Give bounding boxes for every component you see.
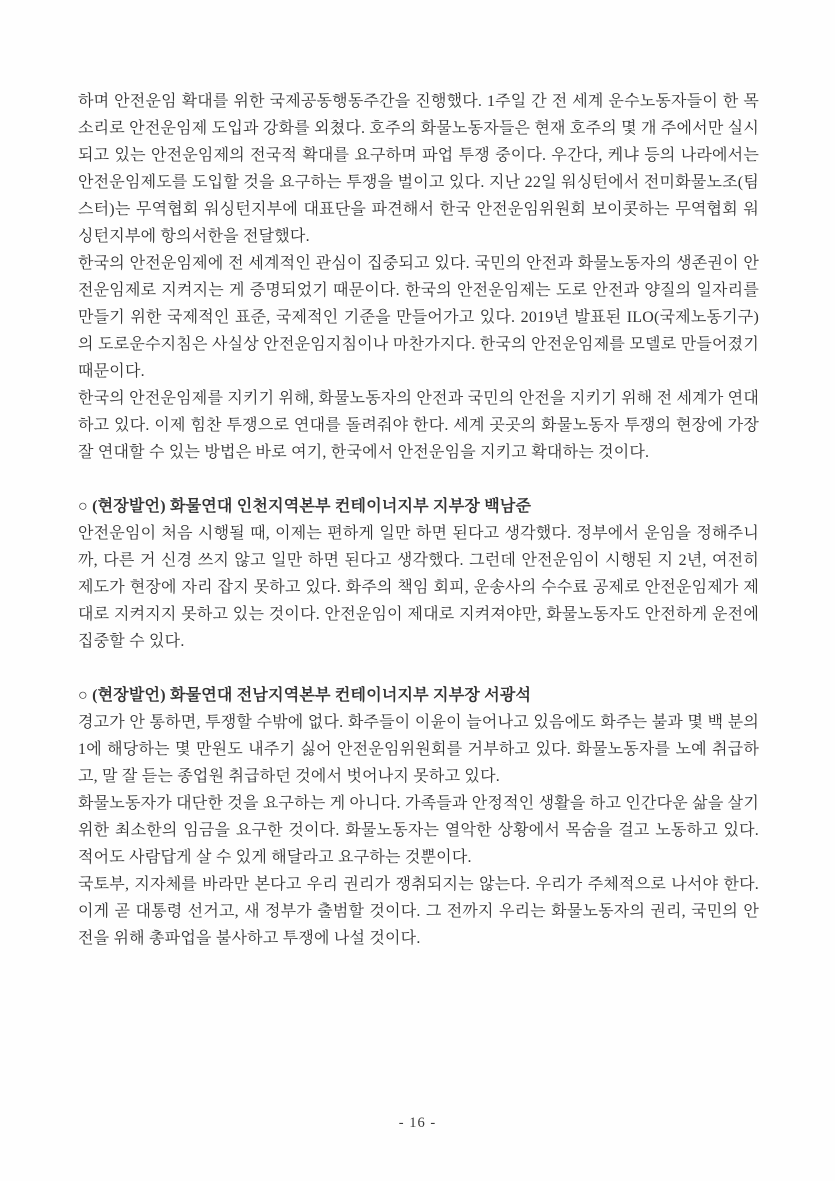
heading-speaker-baek-namjun: ○ (현장발언) 화물연대 인천지역본부 컨테이너지부 지부장 백남준: [78, 498, 532, 515]
paragraph-speech-seo-1: 경고가 안 통하면, 투쟁할 수밖에 없다. 화주들이 이윤이 늘어나고 있음에도 화주는 불과 몇 백 분의 1에 해당하는 몇 만원도 내주기 싫어 안전운임위원회를 거부하고 있다. 화물노동자를 노예 취급하고, 말 잘 듣는 종업원 취급하던 것에서 벗어나지 못하고 있다.: [78, 714, 759, 785]
paragraph-global-solidarity: 한국의 안전운임제를 지키기 위해, 화물노동자의 안전과 국민의 안전을 지키기 위해 전 세계가 연대하고 있다. 이제 힘찬 투쟁으로 연대를 돌려줘야 한다. 세계 곳곳의 화물노동자 투쟁의 현장에 가장 잘 연대할 수 있는 방법은 바로 여기, 한국에서 안전운임을 지키고 확대하는 것이다.: [78, 390, 759, 461]
paragraph-speech-baek-namjun: 안전운임이 처음 시행될 때, 이제는 편하게 일만 하면 된다고 생각했다. 정부에서 운임을 정해주니까, 다른 거 신경 쓰지 않고 일만 하면 된다고 생각했다. 그런데 안전운임이 시행된 지 2년, 여전히 제도가 현장에 자리 잡지 못하고 있다. 화주의 책임 회피, 운송사의 수수료 공제로 안전운임제가 제대로 지켜지지 못하고 있는 것이다. 안전운임이 제대로 지켜져야만, 화물노동자도 안전하게 운전에 집중할 수 있다.: [78, 525, 759, 650]
paragraph-global-attention: 한국의 안전운임제에 전 세계적인 관심이 집중되고 있다. 국민의 안전과 화물노동자의 생존권이 안전운임제로 지켜지는 게 증명되었기 때문이다. 한국의 안전운임제는 도로 안전과 양질의 일자리를 만들기 위한 국제적인 표준, 국제적인 기준을 만들어가고 있다. 2019년 발표된 ILO(국제노동기구)의 도로운수지침은 사실상 안전운임지침이나 마찬가지다. 한국의 안전운임제를 모델로 만들어졌기 때문이다.: [78, 255, 759, 380]
paragraph-international-action-week: 하며 안전운임 확대를 위한 국제공동행동주간을 진행했다. 1주일 간 전 세계 운수노동자들이 한 목소리로 안전운임제 도입과 강화를 외쳤다. 호주의 화물노동자들은 현재 호주의 몇 개 주에서만 실시되고 있는 안전운임제의 전국적 확대를 요구하며 파업 투쟁 중이다. 우간다, 케냐 등의 나라에서는 안전운임제도를 도입할 것을 요구하는 투쟁을 벌이고 있다. 지난 22일 워싱턴에서 전미화물노조(팀스터)는 무역협회 워싱턴지부에 대표단을 파견해서 한국 안전운임위원회 보이콧하는 무역협회 워싱턴지부에 항의서한을 전달했다.: [78, 93, 759, 245]
heading-speaker-seo-gwangseok: ○ (현장발언) 화물연대 전남지역본부 컨테이너지부 지부장 서광석: [78, 687, 532, 704]
page-number: - 16 -: [398, 1115, 437, 1131]
paragraph-speech-seo-2: 화물노동자가 대단한 것을 요구하는 게 아니다. 가족들과 안정적인 생활을 하고 인간다운 삶을 살기 위한 최소한의 임금을 요구한 것이다. 화물노동자는 열악한 상황에서 목숨을 걸고 노동하고 있다. 적어도 사람답게 살 수 있게 해달라고 요구하는 것뿐이다.: [78, 795, 759, 866]
paragraph-speech-seo-3: 국토부, 지자체를 바라만 본다고 우리 권리가 쟁취되지는 않는다. 우리가 주체적으로 나서야 한다. 이게 곧 대통령 선거고, 새 정부가 출범할 것이다. 그 전까지 우리는 화물노동자의 권리, 국민의 안전을 위해 총파업을 불사하고 투쟁에 나설 것이다.: [78, 876, 759, 947]
document-body: [78, 88, 759, 952]
